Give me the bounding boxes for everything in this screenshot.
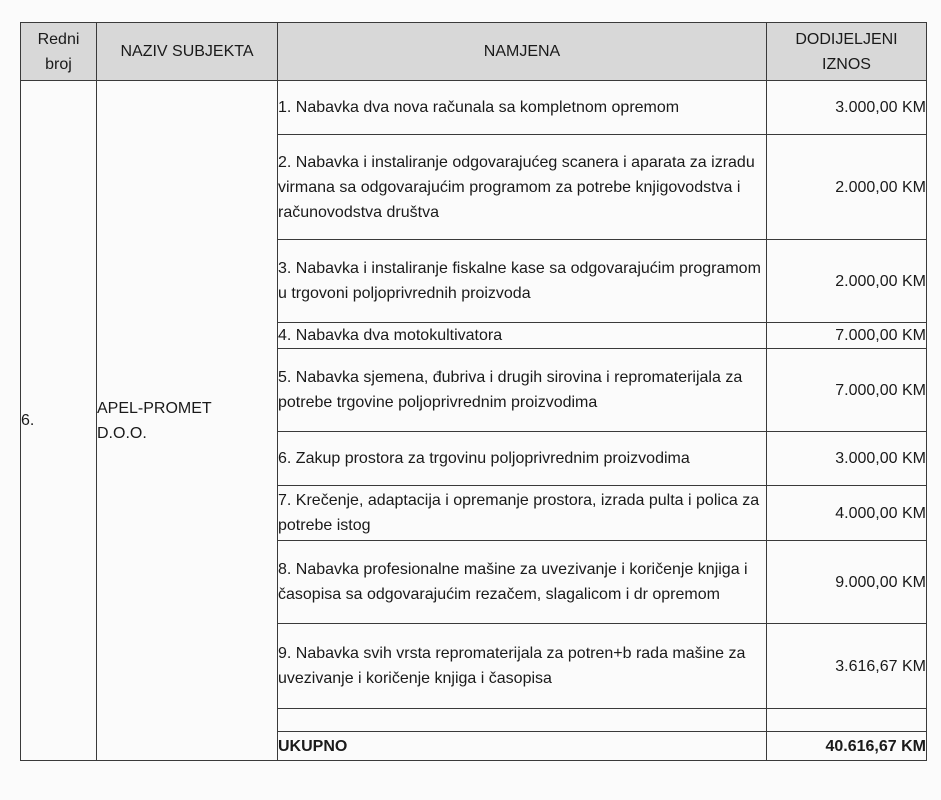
entry-number: 6. (21, 81, 97, 761)
amount-cell: 9.000,00 KM (767, 541, 927, 624)
header-iznos-line1: DODIJELJENI (795, 30, 898, 48)
amount-cell: 7.000,00 KM (767, 323, 927, 349)
amount-cell: 2.000,00 KM (767, 135, 927, 240)
amount-cell: 2.000,00 KM (767, 240, 927, 323)
table-row (21, 81, 927, 135)
purpose-cell: 9. Nabavka svih vrsta repromaterijala za potren+b rada mašine za uvezivanje i koričenje knjiga i časopisa (278, 624, 767, 709)
entry-subject-line1: APEL-PROMET (97, 399, 212, 417)
purpose-cell: 8. Nabavka profesionalne mašine za uvezivanje i koričenje knjiga i časopisa sa odgovarajućim rezačem, slagalicom i dr opremom (278, 541, 767, 624)
empty-amount-cell (767, 709, 927, 732)
amount-cell: 3.000,00 KM (767, 81, 927, 135)
amount-cell: 4.000,00 KM (767, 486, 927, 541)
entry-subject (97, 81, 278, 761)
purpose-cell: 1. Nabavka dva nova računala sa kompletnom opremom (278, 81, 767, 135)
header-dodijeljeni-iznos (767, 23, 927, 81)
header-namjena: NAMJENA (278, 23, 767, 81)
header-redni-broj (21, 23, 97, 81)
amount-cell: 3.000,00 KM (767, 432, 927, 486)
header-row (21, 23, 927, 81)
purpose-cell: 6. Zakup prostora za trgovinu poljoprivrednim proizvodima (278, 432, 767, 486)
total-label: UKUPNO (278, 732, 767, 761)
purpose-cell: 2. Nabavka i instaliranje odgovarajućeg scanera i aparata za izradu virmana sa odgovarajućim programom za potrebe knjigovodstva i računovodstva društva (278, 135, 767, 240)
entry-subject-line2: D.O.O. (97, 424, 147, 442)
purpose-cell: 5. Nabavka sjemena, đubriva i drugih sirovina i repromaterijala za potrebe trgovine poljoprivrednim proizvodima (278, 349, 767, 432)
amount-cell: 3.616,67 KM (767, 624, 927, 709)
purpose-cell: 4. Nabavka dva motokultivatora (278, 323, 767, 349)
empty-purpose-cell (278, 709, 767, 732)
purpose-cell: 3. Nabavka i instaliranje fiskalne kase sa odgovarajućim programom u trgovoni poljoprivrednih proizvoda (278, 240, 767, 323)
header-redni-broj-line2: broj (45, 55, 72, 73)
header-iznos-line2: IZNOS (822, 55, 871, 73)
allocation-table (20, 22, 927, 761)
purpose-cell: 7. Krečenje, adaptacija i opremanje prostora, izrada pulta i polica za potrebe istog (278, 486, 767, 541)
header-redni-broj-line1: Redni (37, 30, 80, 48)
header-naziv-subjekta: NAZIV SUBJEKTA (97, 23, 278, 81)
total-amount: 40.616,67 KM (767, 732, 927, 761)
amount-cell: 7.000,00 KM (767, 349, 927, 432)
